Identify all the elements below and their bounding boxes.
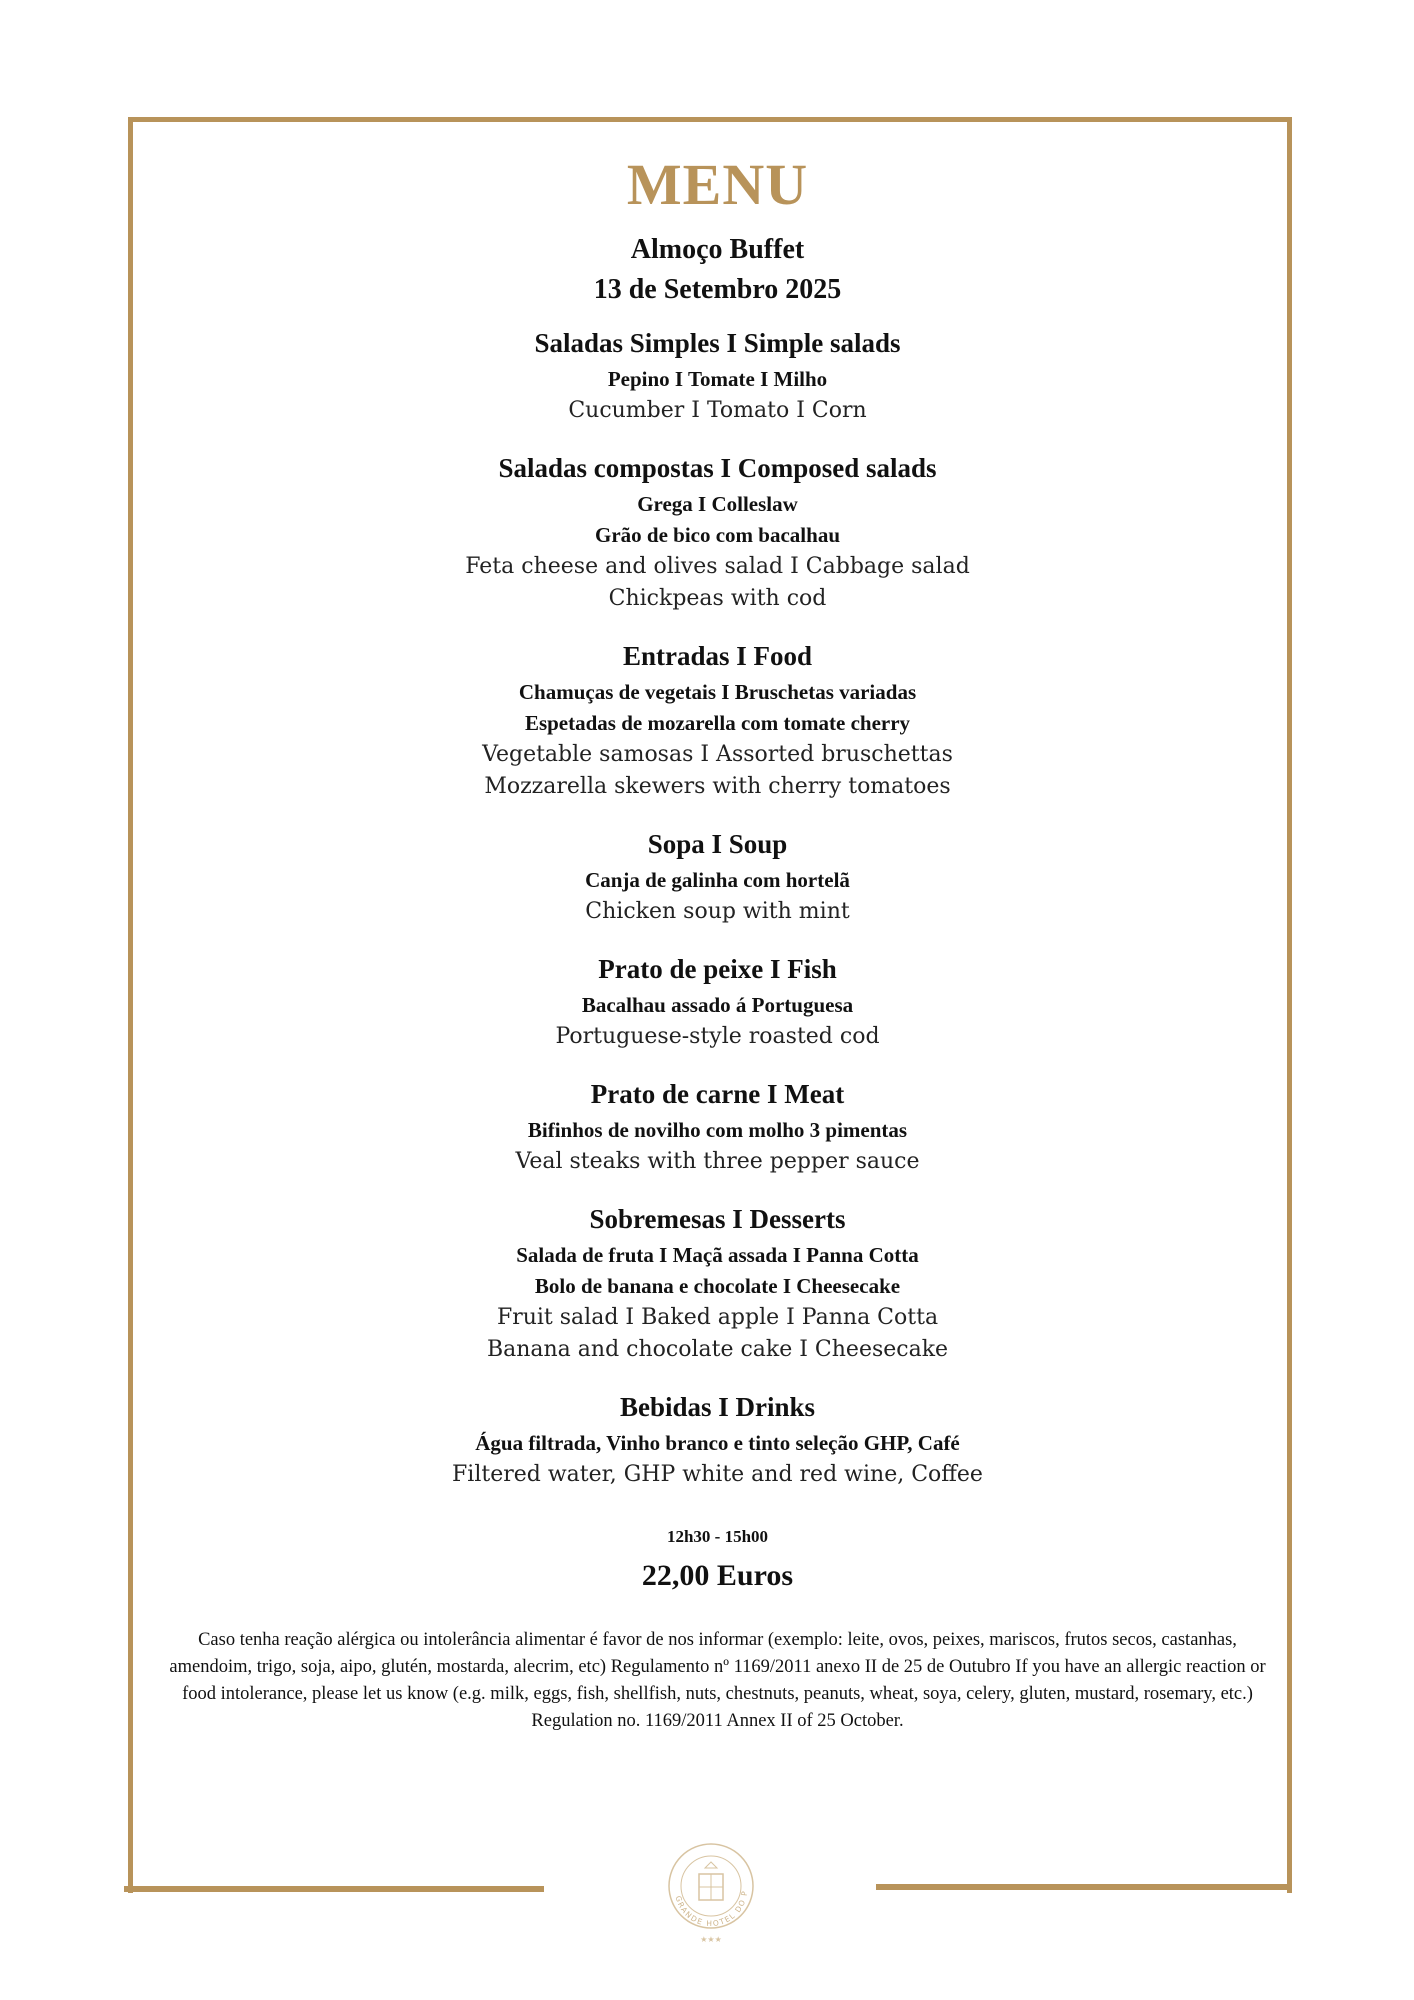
dish-en: Vegetable samosas I Assorted bruschettas (482, 742, 953, 767)
frame-left (128, 117, 133, 1893)
dish-pt: Grão de bico com bacalhau (595, 523, 840, 547)
frame-top (128, 117, 1292, 122)
logo-text: GRANDE HOTEL DO P (673, 1889, 750, 1929)
dish-en: Chicken soup with mint (585, 899, 850, 924)
service-hours: 12h30 - 15h00 (666, 1527, 769, 1546)
menu-section (135, 1198, 1300, 1366)
hotel-crest-icon (661, 1838, 761, 1948)
section-title: Sopa I Soup (647, 829, 788, 859)
price: 22,00 Euros (641, 1559, 794, 1592)
menu-sections (135, 322, 1300, 1491)
section-title: Prato de peixe I Fish (598, 954, 837, 984)
dish-en: Banana and chocolate cake I Cheesecake (486, 1337, 949, 1362)
dish-pt: Pepino I Tomate I Milho (607, 367, 828, 391)
menu-section (135, 1073, 1300, 1178)
frame-bottom-left (124, 1886, 544, 1892)
dish-pt: Grega I Colleslaw (637, 492, 798, 516)
event-name: Almoço Buffet (630, 234, 805, 265)
svg-text:★★★: ★★★ (700, 1935, 722, 1944)
menu-section (135, 635, 1300, 803)
menu-section (135, 948, 1300, 1053)
dish-en: Veal steaks with three pepper sauce (515, 1149, 920, 1174)
dish-en: Portuguese-style roasted cod (555, 1024, 880, 1049)
dish-en: Chickpeas with cod (608, 586, 827, 611)
section-title: Sobremesas I Desserts (589, 1204, 846, 1234)
section-title: Bebidas I Drinks (619, 1392, 816, 1422)
dish-pt: Bifinhos de novilho com molho 3 pimentas (527, 1118, 908, 1142)
menu-content (135, 150, 1300, 1735)
dish-pt: Bolo de banana e chocolate I Cheesecake (534, 1274, 901, 1298)
dish-pt: Espetadas de mozarella com tomate cherry (524, 711, 911, 735)
allergy-notice: Caso tenha reação alérgica ou intolerância alimentar é favor de nos informar (exemplo: leite, ovos, peixes, mariscos, frutos secos, castanhas, amendoim, trigo, soja, aipo, glutén, mostarda, alecrim, etc) Regulamento nº 1169/2011 anexo II de 25 de Outubro If you have an allergic reaction or food intolerance, please let us know (e.g. milk, eggs, fish, shellfish, nuts, chestnuts, peanuts, wheat, soya, celery, gluten, mustard, rosemary, etc.) Regulation no. 1169/2011 Annex II of 25 October. (169, 1630, 1266, 1731)
dish-en: Cucumber I Tomato I Corn (568, 398, 867, 423)
section-title: Saladas compostas I Composed salads (498, 453, 937, 483)
dish-en: Mozzarella skewers with cherry tomatoes (484, 774, 951, 799)
menu-title: MENU (626, 152, 809, 217)
dish-pt: Água filtrada, Vinho branco e tinto seleção GHP, Café (475, 1431, 960, 1455)
event-date: 13 de Setembro 2025 (593, 274, 842, 305)
dish-pt: Bacalhau assado á Portuguesa (581, 993, 854, 1017)
dish-en: Fruit salad I Baked apple I Panna Cotta (496, 1305, 939, 1330)
menu-section (135, 1386, 1300, 1491)
section-title: Prato de carne I Meat (590, 1079, 845, 1109)
frame-bottom-right (876, 1884, 1292, 1890)
dish-pt: Chamuças de vegetais I Bruschetas variadas (518, 680, 917, 704)
dish-pt: Salada de fruta I Maçã assada I Panna Cotta (516, 1243, 919, 1267)
menu-section (135, 322, 1300, 427)
dish-en: Feta cheese and olives salad I Cabbage salad (465, 554, 970, 579)
dish-en: Filtered water, GHP white and red wine, Coffee (452, 1462, 983, 1487)
dish-pt: Canja de galinha com hortelã (585, 868, 850, 892)
menu-section (135, 447, 1300, 615)
section-title: Entradas I Food (622, 641, 813, 671)
section-title: Saladas Simples I Simple salads (534, 328, 901, 358)
menu-section (135, 823, 1300, 928)
